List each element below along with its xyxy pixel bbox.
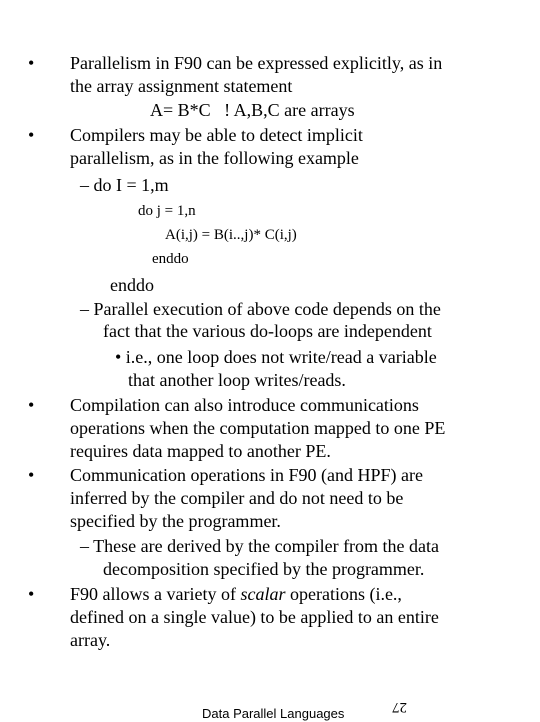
bullet-5-line-1 xyxy=(70,583,402,605)
bullet-5-scalar-emphasis: scalar xyxy=(240,584,286,604)
bullet-5-line-2: defined on a single value) to be applied to an entire xyxy=(70,607,439,627)
bullet-3-line-3: requires data mapped to another PE. xyxy=(70,441,331,461)
sub-sub-bullet-line-1: • i.e., one loop does not write/read a variable xyxy=(115,347,437,367)
bullet-3-line-1: Compilation can also introduce communications xyxy=(70,395,419,415)
bullet-5-line-1-post: operations (i.e., xyxy=(285,584,402,604)
code-enddo-inner: enddo xyxy=(152,251,189,267)
bullet-marker: • xyxy=(28,584,35,604)
sub-bullet-derived-line-2: decomposition specified by the programmer. xyxy=(103,559,425,579)
code-do-j: do j = 1,n xyxy=(138,203,196,219)
bullet-1-line-1: Parallelism in F90 can be expressed explicitly, as in xyxy=(70,53,443,73)
sub-bullet-parallel-execution-line-1: – Parallel execution of above code depends on the xyxy=(80,299,441,319)
bullet-5-line-3: array. xyxy=(70,630,111,650)
bullet-4-line-2: inferred by the compiler and do not need to be xyxy=(70,488,404,508)
bullet-3-line-2: operations when the computation mapped to one PE xyxy=(70,418,446,438)
sub-sub-bullet-line-2: that another loop writes/reads. xyxy=(128,370,346,390)
bullet-4-line-1: Communication operations in F90 (and HPF) are xyxy=(70,465,423,485)
sub-bullet-do-loop: – do I = 1,m xyxy=(80,175,169,195)
bullet-2-line-2: parallelism, as in the following example xyxy=(70,148,359,168)
sub-bullet-parallel-execution-line-2: fact that the various do-loops are independent xyxy=(103,321,432,341)
bullet-1-line-2: the array assignment statement xyxy=(70,76,293,96)
bullet-marker: • xyxy=(28,53,35,73)
bullet-marker: • xyxy=(28,465,35,485)
footer-title: Data Parallel Languages xyxy=(202,706,345,721)
code-enddo-outer: enddo xyxy=(110,275,154,295)
bullet-marker: • xyxy=(28,395,35,415)
page-number: 27 xyxy=(392,699,407,715)
array-assignment-code: A= B*C ! A,B,C are arrays xyxy=(150,100,355,120)
bullet-2-line-1: Compilers may be able to detect implicit xyxy=(70,125,363,145)
code-assign: A(i,j) = B(i..,j)* C(i,j) xyxy=(165,227,297,243)
bullet-marker: • xyxy=(28,125,35,145)
bullet-4-line-3: specified by the programmer. xyxy=(70,511,281,531)
sub-bullet-derived-line-1: – These are derived by the compiler from the data xyxy=(80,536,440,556)
bullet-5-line-1-pre: F90 allows a variety of xyxy=(70,584,241,604)
